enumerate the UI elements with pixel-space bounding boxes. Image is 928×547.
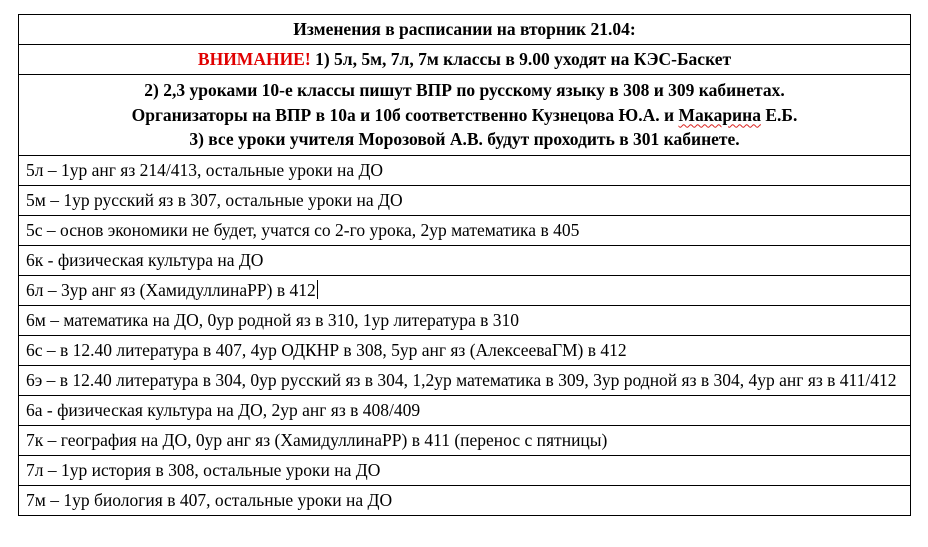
attention-notice <box>19 45 911 75</box>
table-row <box>19 305 911 335</box>
row-6m[interactable]: 6м – математика на ДО, 0ур родной яз в 310, 1ур литература в 310 <box>19 305 911 335</box>
row-7m[interactable]: 7м – 1ур биология в 407, остальные уроки на ДО <box>19 485 911 515</box>
table-row <box>19 275 911 305</box>
notice-item-1: 1) 5л, 5м, 7л, 7м классы в 9.00 уходят на КЭС-Баскет <box>310 49 732 69</box>
table-row <box>19 155 911 185</box>
row-6s[interactable]: 6с – в 12.40 литература в 407, 4ур ОДКНР в 308, 5ур анг яз (АлексееваГМ) в 412 <box>19 335 911 365</box>
table-row <box>19 455 911 485</box>
row-5s[interactable]: 5с – основ экономики не будет, учатся со 2-го урока, 2ур математика в 405 <box>19 215 911 245</box>
table-row <box>19 245 911 275</box>
row-7k[interactable]: 7к – география на ДО, 0ур анг яз (ХамидуллинаРР) в 411 (перенос с пятницы) <box>19 425 911 455</box>
table-row <box>19 185 911 215</box>
text-cursor <box>317 280 318 299</box>
attention-label: ВНИМАНИЕ! <box>197 49 311 69</box>
schedule-document <box>18 14 911 516</box>
note-line-1: 2) 2,3 уроками 10-е классы пишут ВПР по русскому языку в 308 и 309 кабинетах. <box>144 80 785 100</box>
spellcheck-underlined-word: Макарина <box>678 104 761 125</box>
note-line-2-suffix: Е.Б. <box>760 104 798 125</box>
row-6k[interactable]: 6к - физическая культура на ДО <box>19 245 911 275</box>
table-row <box>19 335 911 365</box>
notes-block <box>19 75 911 156</box>
note-line-3: 3) все уроки учителя Морозовой А.В. будут проходить в 301 кабинете. <box>189 129 740 149</box>
table-row <box>19 395 911 425</box>
row-6e[interactable]: 6э – в 12.40 литература в 304, 0ур русский яз в 304, 1,2ур математика в 309, 3ур родной яз в 304, 4ур анг яз в 411/412 <box>19 365 911 395</box>
schedule-table <box>18 14 911 516</box>
schedule-title: Изменения в расписании на вторник 21.04: <box>19 15 911 45</box>
notice-row <box>19 45 911 75</box>
row-5m[interactable]: 5м – 1ур русский яз в 307, остальные уроки на ДО <box>19 185 911 215</box>
table-row <box>19 425 911 455</box>
table-row <box>19 365 911 395</box>
row-6l-text: 6л – 3ур анг яз (ХамидуллинаРР) в 412 <box>26 279 316 300</box>
notes-row <box>19 75 911 156</box>
row-6a[interactable]: 6а - физическая культура на ДО, 2ур анг яз в 408/409 <box>19 395 911 425</box>
note-line-2-prefix: Организаторы на ВПР в 10а и 10б соответственно Кузнецова Ю.А. и <box>131 104 679 125</box>
row-7l[interactable]: 7л – 1ур история в 308, остальные уроки на ДО <box>19 455 911 485</box>
title-row <box>19 15 911 45</box>
row-6l[interactable] <box>19 275 911 305</box>
table-row <box>19 485 911 515</box>
row-5l[interactable]: 5л – 1ур анг яз 214/413, остальные уроки на ДО <box>19 155 911 185</box>
table-row <box>19 215 911 245</box>
note-line-2 <box>26 103 903 128</box>
